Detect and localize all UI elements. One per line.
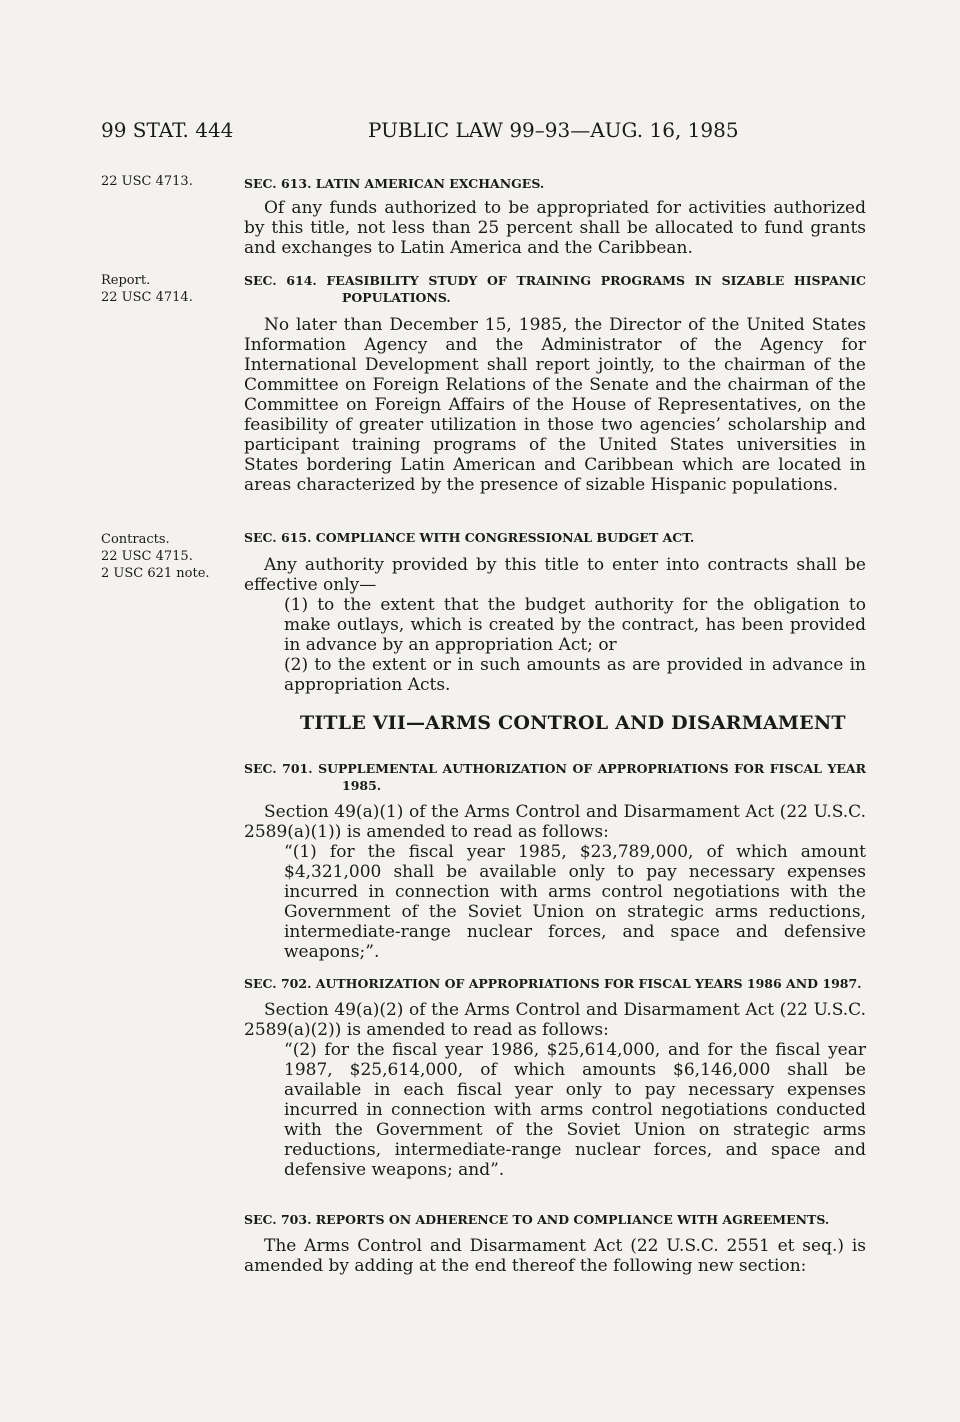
section-613 (244, 175, 866, 258)
quoted-amendment: “(2) for the fiscal year 1986, $25,614,000, and for the fiscal year 1987, $25,614,000, of which amounts $6,146,000 shall be available in each fiscal year only to pay necessary expenses incurred in connection with arms control negotiations conducted with the Government of the Soviet Union on strategic arms reductions, intermediate-range nuclear forces, and space and defensive weapons; and”. (284, 1040, 866, 1180)
section-heading: SEC. 703. REPORTS ON ADHERENCE TO AND COMPLIANCE WITH AGREEMENTS. (244, 1212, 830, 1227)
margin-note-613 (101, 173, 251, 190)
margin-note-line: 22 USC 4715. (101, 549, 193, 564)
section-text: The Arms Control and Disarmament Act (22 U.S.C. 2551 et seq.) is amended by adding at the end thereof the following new section: (244, 1236, 866, 1276)
margin-note-615 (101, 531, 251, 582)
section-text: No later than December 15, 1985, the Director of the United States Information Agency and the Administrator of the Agency for International Development shall report jointly, to the chairman of the Committee on Foreign Relations of the Senate and the chairman of the Committee on Foreign Affairs of the House of Representatives, on the feasibility of greater utilization in those two agencies’ scholarship and participant training programs of the United States universities in States bordering Latin American and Caribbean which are located in areas characterized by the presence of sizable Hispanic populations. (244, 315, 866, 495)
running-header: PUBLIC LAW 99–93—AUG. 16, 1985 (368, 118, 739, 142)
margin-note-line: Report. (101, 273, 151, 288)
section-text: Section 49(a)(1) of the Arms Control and Disarmament Act (22 U.S.C. 2589(a)(1)) is amended to read as follows: (244, 802, 866, 842)
section-615 (244, 529, 866, 695)
section-text: Any authority provided by this title to enter into contracts shall be effective only— (244, 555, 866, 595)
section-text: Of any funds authorized to be appropriated for activities authorized by this title, not less than 25 percent shall be allocated to fund grants and exchanges to Latin America and the Caribbean. (244, 198, 866, 258)
margin-note-line: Contracts. (101, 532, 170, 547)
title-heading: TITLE VII—ARMS CONTROL AND DISARMAMENT (300, 712, 846, 734)
section-heading: SEC. 614. FEASIBILITY STUDY OF TRAINING PROGRAMS IN SIZABLE HISPANIC POPULATIONS. (244, 273, 866, 305)
quoted-amendment: “(1) for the fiscal year 1985, $23,789,000, of which amount $4,321,000 shall be available only to pay necessary expenses incurred in connection with arms control negotiations with the Government of the Soviet Union on strategic arms reductions, intermediate-range nuclear forces, and space and defensive weapons;”. (284, 842, 866, 962)
section-701 (244, 760, 866, 962)
list-item: (2) to the extent or in such amounts as are provided in advance in appropriation Acts. (284, 655, 866, 695)
section-heading: SEC. 701. SUPPLEMENTAL AUTHORIZATION OF APPROPRIATIONS FOR FISCAL YEAR 1985. (244, 761, 866, 793)
section-heading: SEC. 702. AUTHORIZATION OF APPROPRIATIONS FOR FISCAL YEARS 1986 AND 1987. (244, 976, 862, 991)
section-heading: SEC. 613. LATIN AMERICAN EXCHANGES. (244, 176, 545, 191)
page-stat-number: 99 STAT. 444 (101, 118, 234, 142)
section-702 (244, 975, 866, 1180)
section-614 (244, 272, 866, 495)
section-text: Section 49(a)(2) of the Arms Control and Disarmament Act (22 U.S.C. 2589(a)(2)) is amended to read as follows: (244, 1000, 866, 1040)
section-heading: SEC. 615. COMPLIANCE WITH CONGRESSIONAL BUDGET ACT. (244, 530, 695, 545)
list-item: (1) to the extent that the budget authority for the obligation to make outlays, which is created by the contract, has been provided in advance by an appropriation Act; or (284, 595, 866, 655)
margin-note-line: 2 USC 621 note. (101, 566, 210, 581)
margin-note-614 (101, 272, 251, 306)
section-703 (244, 1211, 866, 1276)
margin-note-line: 22 USC 4714. (101, 290, 193, 305)
margin-note-line: 22 USC 4713. (101, 174, 193, 189)
